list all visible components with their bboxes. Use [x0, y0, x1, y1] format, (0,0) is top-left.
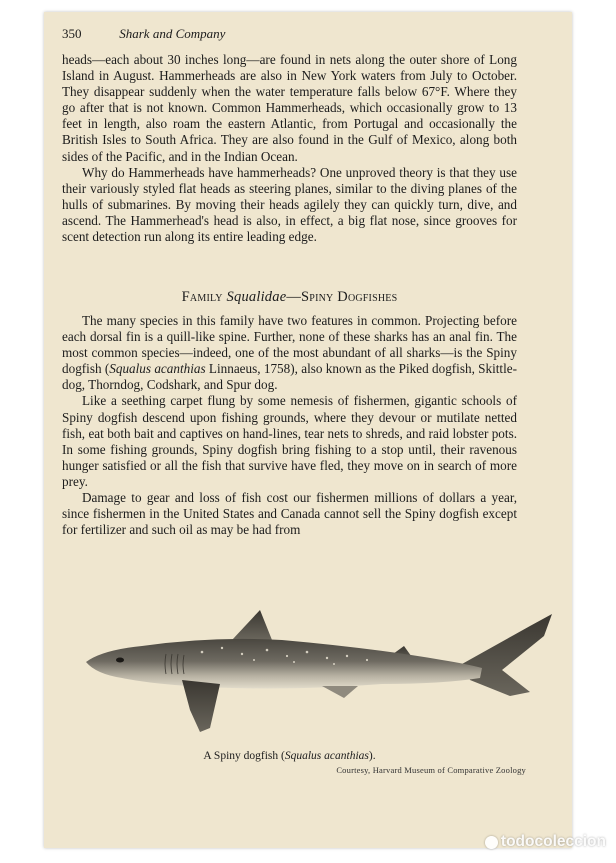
- paragraph: Why do Hammerheads have hammerheads? One unproved theory is that they use their variously styled flat heads as steering planes, similar to the diving planes of the hulls of submarines. By moving their heads agilely they can quickly turn, dive, and ascend. The Hammerhead's head is also, in effect, a big flat nose, since grooves for scent detection run along its entire leading edge.: [62, 164, 517, 245]
- watermark-logo-icon: [485, 836, 498, 849]
- text-block-dogfishes: [62, 313, 517, 538]
- paragraph-text: The many species in this family have two features in common. Projecting before each dorsal fin is a quill-like spine. Further, none of these sharks has an anal fin. The most common species—indeed, one of the most abundant of all sharks—is the Spiny dogfish (: [62, 313, 517, 377]
- caption-scientific-name: Squalus acanthias: [284, 750, 369, 762]
- caudal-fin: [462, 614, 552, 696]
- section-heading-prefix: Family: [181, 289, 227, 305]
- text-block-hammerheads: [62, 52, 517, 245]
- figure-credit: Courtesy, Harvard Museum of Comparative Zoology: [336, 765, 526, 775]
- watermark-text: todocoleccion: [500, 833, 606, 850]
- paragraph: Damage to gear and loss of fish cost our fishermen millions of dollars a year, since fishermen in the United States and Canada cannot sell the Spiny dogfish except for fertilizer and such oil as may be had from: [62, 490, 517, 538]
- pelvic-fin: [322, 686, 358, 698]
- paragraph: heads—each about 30 inches long—are found in nets along the outer shore of Long Island in August. Hammerheads are also in New York waters from July to October. They disappear suddenly when the water temperature falls below 67°F. Where they go after that is not known. Common Hammerheads, which occasionally grow to 13 feet in length, also roam the eastern Atlantic, from Portugal and occasionally the British Isles to South Africa. They are also found in the Gulf of Mexico, along both sides of the Pacific, and in the Indian Ocean.: [62, 52, 517, 164]
- watermark: [485, 833, 606, 851]
- running-title: Shark and Company: [119, 26, 226, 41]
- pectoral-fin: [182, 680, 220, 732]
- section-heading-suffix: —Spiny Dogfishes: [286, 289, 398, 305]
- first-dorsal-fin: [232, 610, 272, 640]
- shark-body: [86, 639, 482, 689]
- page-header: [62, 26, 225, 42]
- paragraph: [62, 313, 517, 393]
- figure-caption: [62, 750, 517, 762]
- shark-eye: [116, 658, 124, 663]
- caption-text: ).: [368, 750, 376, 762]
- section-heading-family: Squalidae: [226, 289, 287, 305]
- paragraph: Like a seething carpet flung by some nemesis of fishermen, gigantic schools of Spiny dogfish descend upon fishing grounds, where they devour or mutilate netted fish, eat both bait and captives on hand-lines, tear nets to shreds, and raid lobster pots. In some fishing grounds, Spiny dogfish bring fishing to a stop until, their ravenous hunger satisfied or all the fish that survive have fled, they move on in search of more prey.: [62, 393, 517, 489]
- caption-text: A Spiny dogfish (: [203, 750, 285, 762]
- spiny-dogfish-illustration: [82, 600, 560, 750]
- scientific-name: Squalus acanthias: [109, 361, 206, 377]
- section-heading: [62, 289, 517, 306]
- page-number: 350: [62, 26, 82, 41]
- paragraph-text: Linnaeus, 1758), also known as the Piked dogfish, Skittle-dog, Thorndog, Codshark, and Spur dog.: [62, 361, 517, 393]
